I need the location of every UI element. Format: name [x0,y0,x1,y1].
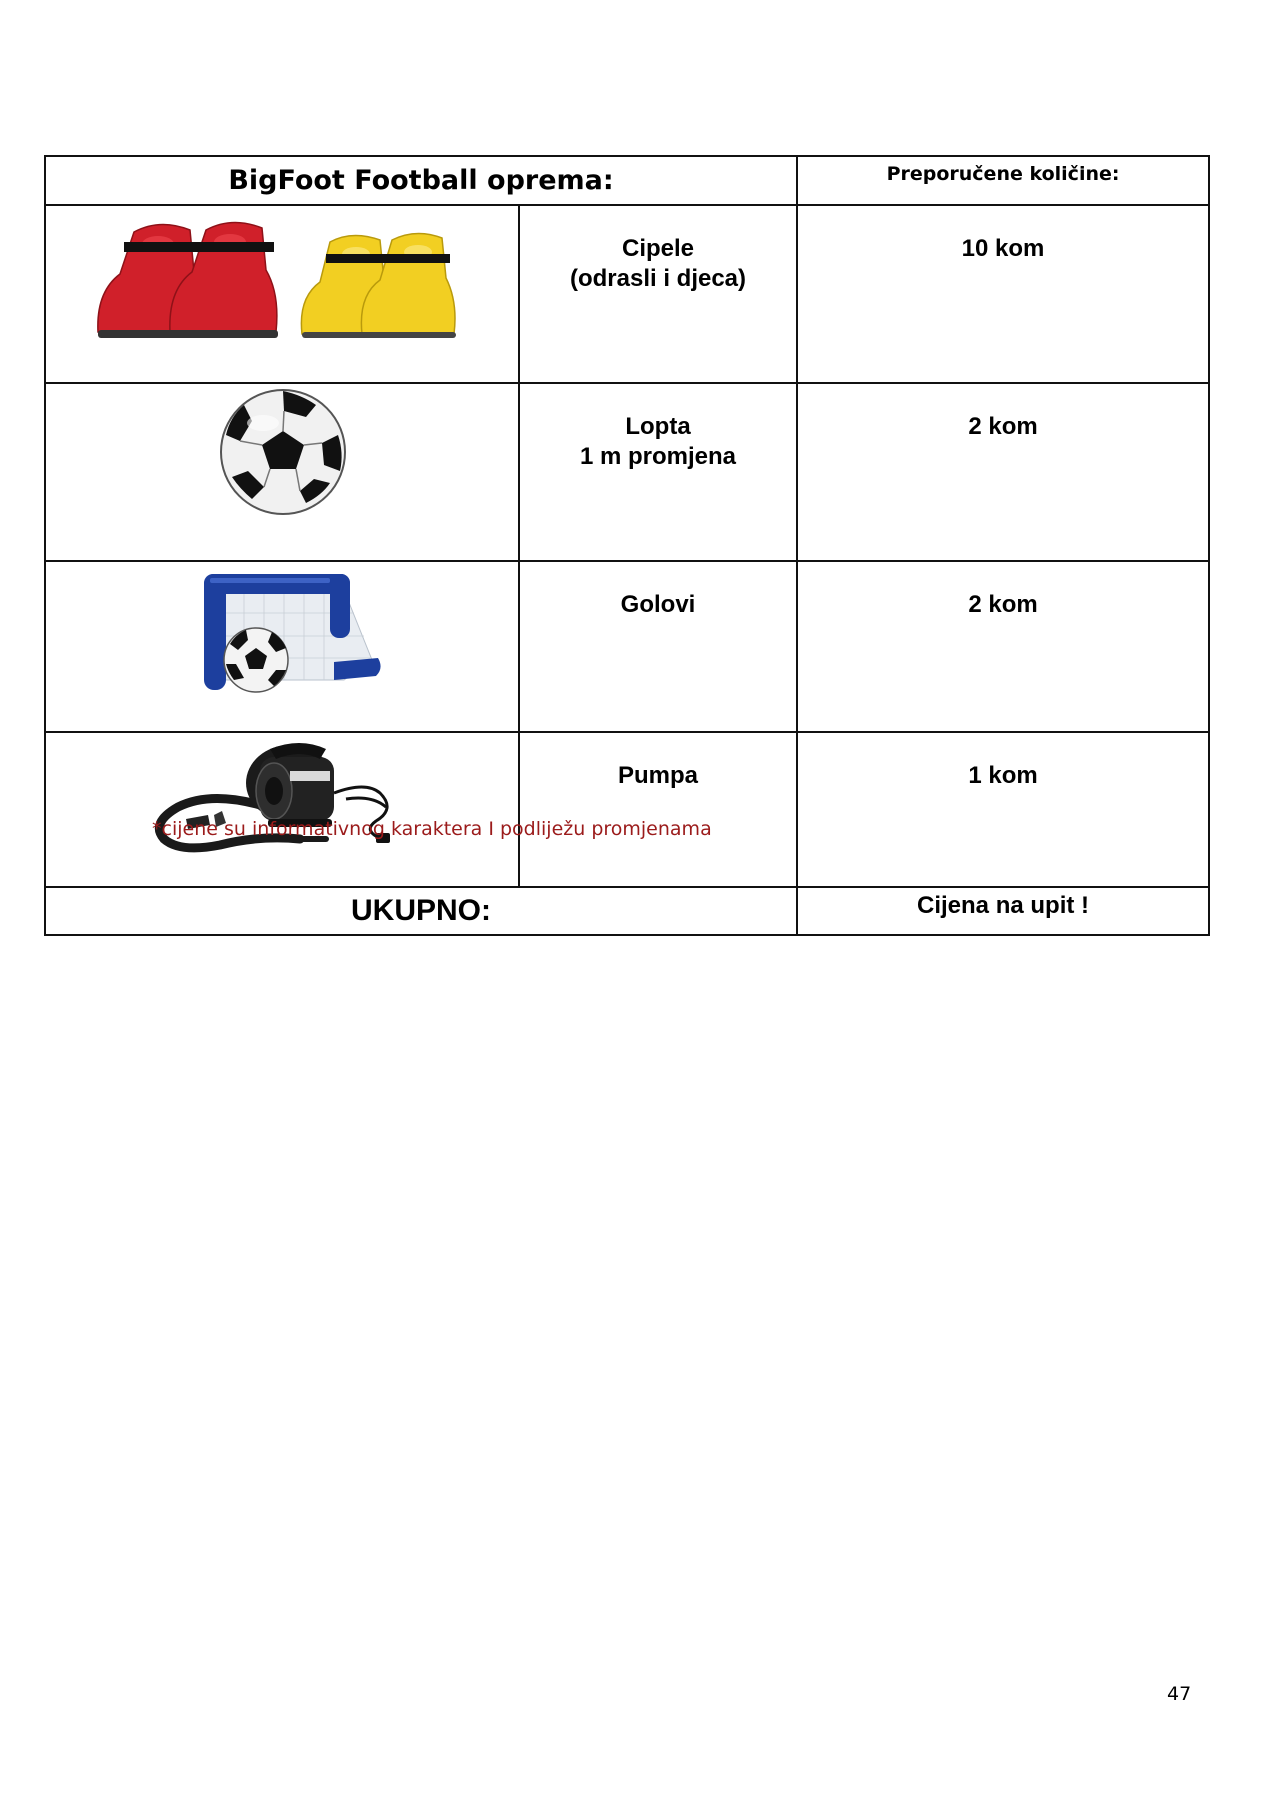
pump-image-cell [45,732,519,887]
ball-image-cell [45,383,519,561]
item-name-cell [519,383,797,561]
inflatable-shoes-icon [90,212,510,352]
item-name-line: Cipele [621,235,695,262]
table-row [45,205,1209,383]
item-name-line: (odrasli i djeca) [569,265,747,292]
price-disclaimer: *cijene su informativnog karaktera I podliježu promjenama [152,818,712,840]
item-name-line: Pumpa [618,762,699,789]
table-title: BigFoot Football oprema: [45,156,797,205]
table-row [45,383,1209,561]
item-name-line: Lopta [625,413,691,440]
soccer-ball-icon [218,387,348,517]
item-name-cell [519,205,797,383]
item-quantity: 2 kom [797,383,1209,561]
item-name-line: 1 m promjena [579,443,737,470]
table-row [45,561,1209,732]
total-row [45,887,1209,935]
page-number: 47 [1167,1683,1192,1705]
item-quantity: 2 kom [797,561,1209,732]
item-name-cell [519,561,797,732]
item-quantity: 1 kom [797,732,1209,887]
item-quantity: 10 kom [797,205,1209,383]
item-name-cell [519,732,797,887]
table-header-row [45,156,1209,205]
inflatable-goal-icon [194,568,384,698]
quantity-header: Preporučene količine: [797,156,1209,205]
goal-image-cell [45,561,519,732]
total-value: Cijena na upit ! [797,887,1209,935]
shoes-image-cell [45,205,519,383]
total-label: UKUPNO: [45,887,797,935]
item-name-line: Golovi [620,591,696,618]
table-row [45,732,1209,887]
